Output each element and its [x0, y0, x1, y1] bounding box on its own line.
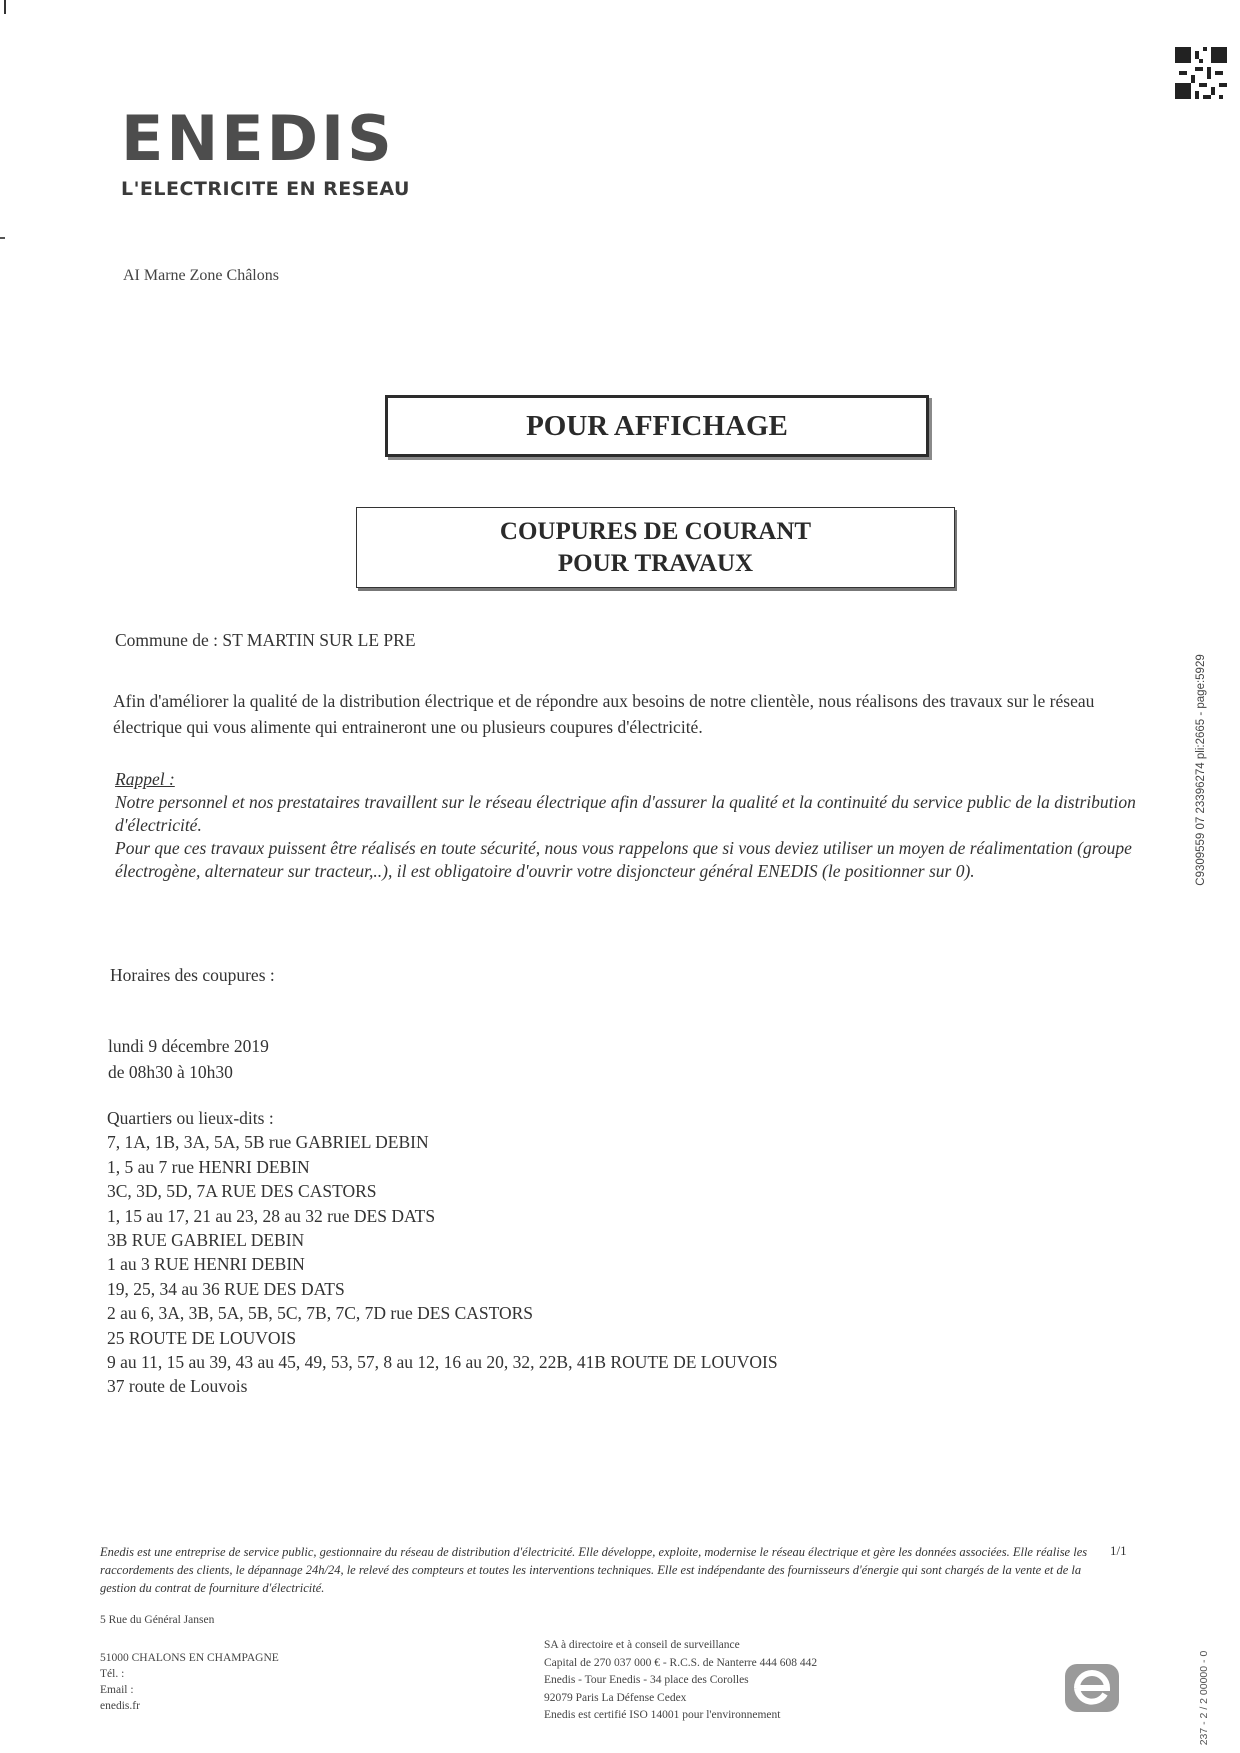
list-item: 1, 15 au 17, 21 au 23, 28 au 32 rue DES DATS	[107, 1205, 436, 1226]
company-logo: ENEDIS	[121, 102, 395, 175]
company-info-line: Enedis - Tour Enedis - 34 place des Corolles	[544, 1674, 749, 1686]
list-item: 7, 1A, 1B, 3A, 5A, 5B rue GABRIEL DEBIN	[107, 1132, 429, 1153]
list-item: 1 au 3 RUE HENRI DEBIN	[107, 1254, 305, 1275]
list-item: 3B RUE GABRIEL DEBIN	[107, 1230, 305, 1251]
reminder-paragraph: Pour que ces travaux puissent être réalisés en toute sécurité, nous vous rappelons que si vous deviez utiliser un moyen de réalimentation (groupe électrogène, alternateur sur tracteur,..), il est obligatoire d'ouvrir votre disjoncteur général ENEDIS (le positionner sur 0).	[115, 838, 1132, 881]
list-item: 3C, 3D, 5D, 7A RUE DES CASTORS	[107, 1181, 377, 1202]
list-item: 1, 5 au 7 rue HENRI DEBIN	[107, 1156, 310, 1177]
commune: Commune de : ST MARTIN SUR LE PRE	[115, 630, 416, 650]
contact-block	[100, 1650, 279, 1714]
enedis-e-icon	[1063, 1660, 1121, 1716]
phone-label: Tél. :	[100, 1668, 125, 1680]
company-info-line: Capital de 270 037 000 € - R.C.S. de Nanterre 444 608 442	[544, 1656, 818, 1669]
notice-title: POUR AFFICHAGE	[526, 409, 788, 442]
company-info-line: SA à directoire et à conseil de surveillance	[544, 1639, 740, 1651]
outage-schedule	[108, 1033, 269, 1085]
areas-section	[107, 1106, 778, 1399]
notice-title-box	[385, 395, 929, 457]
list-item: 37 route de Louvois	[107, 1376, 248, 1397]
document-reference-code: 237 - 2 / 2 00000 - 0	[1198, 1650, 1210, 1746]
address-street: 5 Rue du Général Jansen	[100, 1614, 215, 1626]
list-item: 25 ROUTE DE LOUVOIS	[107, 1327, 297, 1348]
company-tagline: L'ELECTRICITE EN RESEAU	[121, 178, 410, 200]
company-info	[544, 1637, 817, 1725]
list-item: 9 au 11, 15 au 39, 43 au 45, 49, 53, 57, 8 au 12, 16 au 20, 32, 22B, 41B ROUTE DE LOUVOIS	[107, 1352, 778, 1373]
reminder-section	[115, 768, 1140, 883]
notice-subtitle-box	[356, 507, 955, 588]
address-city: 51000 CHALONS EN CHAMPAGNE	[100, 1652, 279, 1664]
mail-tracking-code: C9309559 07 23396274 pli:2665 - page:5929	[1195, 654, 1207, 886]
qr-code-icon	[1175, 47, 1227, 99]
legal-notice: Enedis est une entreprise de service public, gestionnaire du réseau de distribution d'électricité. Elle développe, exploite, modernise le réseau électrique et gère les données associées. Elle réalise les raccordements des clients, le dépannage 24h/24, le relevé des compteurs et toutes les interventions techniques. Elle est indépendante des fournisseurs d'énergie qui sont chargés de la vente et de la gestion du contrat de fourniture d'électricité.	[100, 1545, 1088, 1595]
areas-label: Quartiers ou lieux-dits :	[107, 1108, 274, 1128]
scan-mark	[4, 0, 6, 14]
company-info-line: 92079 Paris La Défense Cedex	[544, 1691, 687, 1704]
sender-unit: AI Marne Zone Châlons	[123, 267, 279, 284]
outage-time: de 08h30 à 10h30	[108, 1062, 233, 1082]
outage-date: lundi 9 décembre 2019	[108, 1036, 269, 1056]
company-info-line: Enedis est certifié ISO 14001 pour l'environnement	[544, 1709, 781, 1721]
list-item: 2 au 6, 3A, 3B, 5A, 5B, 5C, 7B, 7C, 7D rue DES CASTORS	[107, 1303, 534, 1324]
scan-mark	[0, 237, 5, 239]
reminder-title: Rappel :	[115, 769, 175, 789]
schedule-label: Horaires des coupures :	[110, 965, 275, 985]
notice-subtitle-line2: POUR TRAVAUX	[557, 549, 754, 577]
list-item: 19, 25, 34 au 36 RUE DES DATS	[107, 1278, 345, 1299]
notice-subtitle-line1: COUPURES DE COURANT	[499, 518, 812, 546]
email-label: Email :	[100, 1684, 134, 1696]
reminder-paragraph: Notre personnel et nos prestataires travaillent sur le réseau électrique afin d'assurer la qualité et la continuité du service public de la distribution d'électricité.	[115, 792, 1136, 835]
intro-paragraph: Afin d'améliorer la qualité de la distribution électrique et de répondre aux besoins de notre clientèle, nous réalisons des travaux sur le réseau électrique qui vous alimente qui entraineront une ou plusieurs coupures d'électricité.	[113, 691, 1095, 737]
page-number: 1/1	[1110, 1543, 1127, 1558]
website: enedis.fr	[100, 1700, 140, 1712]
